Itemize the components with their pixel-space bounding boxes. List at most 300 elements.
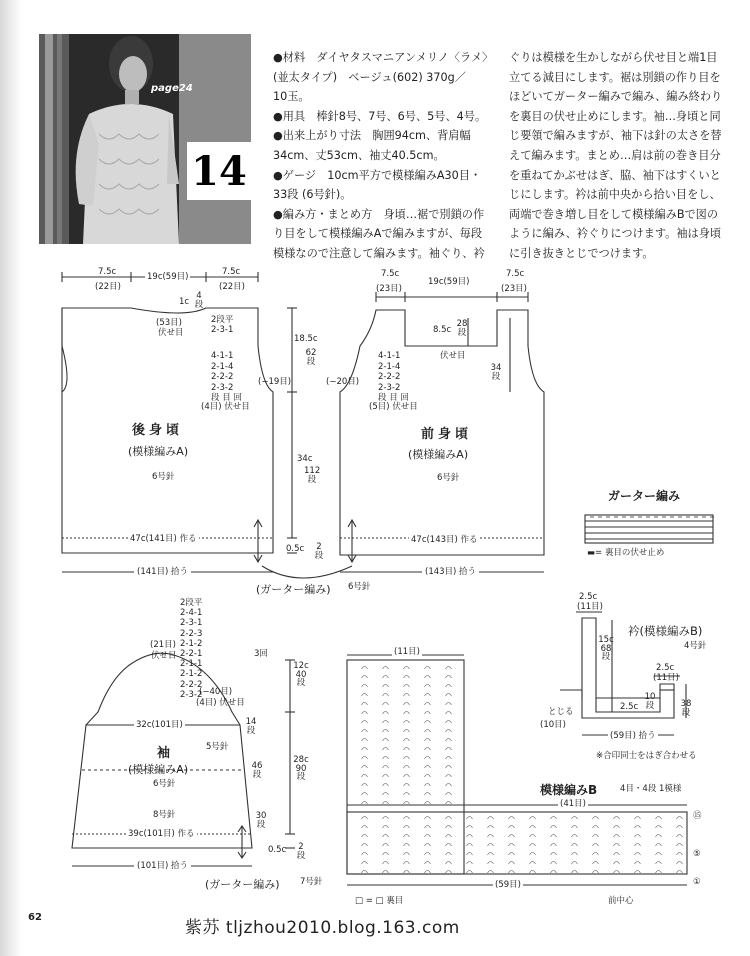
chart-b-stitch-mark: [362, 835, 368, 838]
chart-b-stitch-mark: [488, 817, 494, 820]
chart-b-stitch-mark: [425, 694, 431, 697]
sleeve-garter-needle: 7号針: [300, 877, 323, 887]
chart-b-stitch-mark: [635, 835, 641, 838]
chart-b-stitch-mark: [488, 862, 494, 865]
back-top-right-width: 7.5c: [222, 267, 241, 277]
chart-b-stitch-mark: [677, 826, 683, 829]
chart-b-stitch-mark: [362, 748, 368, 751]
front-right-rows: 34 段: [490, 363, 502, 382]
chart-b-stitch-mark: [509, 853, 515, 856]
instruction-line: 模様なので注意して編みます。袖ぐり、衿: [273, 246, 485, 260]
chart-b-stitch-mark: [362, 730, 368, 733]
instruction-line: えて編みます。まとめ…肩は前の巻き目分: [509, 148, 721, 162]
chart-b-row-5: ⑤: [693, 849, 701, 859]
collar-needle: 4号針: [684, 641, 707, 651]
chart-b-stitch-mark: [362, 802, 368, 805]
chart-b-stitch-mark: [404, 712, 410, 715]
sleeve-minus40: (−40目): [199, 687, 233, 697]
chart-b-stitch-mark: [530, 862, 536, 865]
sleeve-title: 袖: [157, 746, 171, 761]
decrease-step: 2-2-2: [180, 679, 203, 690]
chart-b-stitch-mark: [446, 871, 452, 874]
chart-b-stitch-mark: [362, 694, 368, 697]
chart-b-stitch-mark: [362, 703, 368, 706]
decrease-step: 2-3-1: [180, 618, 203, 629]
chart-b-stitch-mark: [446, 775, 452, 778]
decrease-step: 段 目 回: [378, 393, 409, 403]
front-top-right-width: 7.5c: [506, 269, 525, 279]
chart-b-stitch-mark: [446, 835, 452, 838]
chart-b-stitch-mark: [404, 730, 410, 733]
chart-b-stitch-mark: [383, 712, 389, 715]
chart-b-stitch-mark: [677, 862, 683, 865]
chart-b-stitch-mark: [446, 712, 452, 715]
chart-b-title: 模様編みB: [540, 783, 598, 797]
back-armhole-decreases: [211, 351, 242, 404]
chart-b-stitch-mark: [383, 694, 389, 697]
chart-b-stitch-mark: [551, 826, 557, 829]
instruction-line: り目をして模様編みAで編みますが、毎段: [273, 227, 483, 241]
sleeve-needle-6: 6号針: [153, 779, 176, 789]
chart-b-stitch-mark: [383, 871, 389, 874]
chart-b-legend: □ = □ 裏目: [355, 896, 404, 906]
chart-b-stitch-mark: [572, 844, 578, 847]
sleeve-pick-up: (101目) 拾う: [134, 862, 191, 871]
chart-b-stitch-mark: [425, 712, 431, 715]
chart-b-stitch-mark: [404, 766, 410, 769]
chart-b-stitch-mark: [446, 721, 452, 724]
collar-inner-width: 2.5c: [620, 702, 639, 712]
chart-b-stitch-mark: [404, 871, 410, 874]
chart-b-stitch-mark: [404, 853, 410, 856]
chart-b-stitch-mark: [467, 817, 473, 820]
front-top-right-sts: (23目): [501, 284, 527, 294]
sleeve-side-rows-3: 30 段: [255, 811, 267, 830]
decrease-step: 2-1-1: [180, 659, 203, 670]
chart-b-stitch-mark: [656, 871, 662, 874]
chart-b-stitch-mark: [551, 844, 557, 847]
sleeve-top-bind: 伏せ目: [151, 651, 177, 661]
collar-pick-up: (59目) 拾う: [610, 731, 656, 741]
back-neck-dec-2: 2-3-1: [211, 325, 234, 335]
chart-b-stitch-mark: [404, 721, 410, 724]
chart-b-stitch-mark: [593, 817, 599, 820]
collar-right-sts: (11目): [653, 673, 679, 683]
hem-rows: 2 段: [314, 542, 324, 561]
chart-b-stitch-mark: [425, 721, 431, 724]
chart-b-stitch-mark: [383, 721, 389, 724]
chart-b-stitch-mark: [383, 739, 389, 742]
chart-b-stitch-mark: [383, 802, 389, 805]
chart-b-stitch-mark: [467, 871, 473, 874]
chart-b-stitch-mark: [383, 748, 389, 751]
chart-b-stitch-mark: [530, 853, 536, 856]
chart-b-stitch-mark: [593, 871, 599, 874]
chart-b-stitch-mark: [509, 835, 515, 838]
chart-b-stitch-mark: [530, 817, 536, 820]
decrease-step: 2段平: [180, 598, 203, 608]
chart-b-stitch-mark: [488, 835, 494, 838]
back-top-right-sts: (22目): [219, 282, 245, 292]
chart-b-stitch-mark: [425, 766, 431, 769]
chart-b-stitch-mark: [677, 844, 683, 847]
sleeve-width: 32c(101目): [136, 720, 183, 730]
chart-b-stitch-mark: [446, 730, 452, 733]
chart-b-stitch-mark: [446, 676, 452, 679]
chart-b-stitch-mark: [593, 862, 599, 865]
decrease-step: 2-1-4: [211, 361, 234, 372]
chart-b-stitch-mark: [404, 667, 410, 670]
instruction-line: ぐりは模様を生かしながら伏せ目と端1目: [509, 51, 718, 64]
chart-b-stitch-mark: [614, 871, 620, 874]
chart-b-stitch-mark: [446, 703, 452, 706]
chart-b-stitch-mark: [383, 853, 389, 856]
page-number: 62: [28, 912, 42, 923]
chart-b-stitch-mark: [656, 853, 662, 856]
bind-off-symbol-icon: ▬: [587, 548, 596, 558]
decrease-step: 2-3-2: [378, 382, 401, 393]
sleeve-inc-needle: 5号針: [206, 742, 229, 752]
chart-b-stitch-mark: [404, 775, 410, 778]
front-neck-rows: 28 段: [456, 319, 468, 338]
chart-b-stitch-mark: [593, 853, 599, 856]
chart-b-stitch-mark: [551, 862, 557, 865]
chart-b-stitch-mark: [446, 793, 452, 796]
chart-b-stitch-mark: [467, 844, 473, 847]
collar-inner-rows: 10 段: [644, 692, 656, 711]
chart-b-stitch-mark: [425, 871, 431, 874]
chart-b-stitch-mark: [404, 802, 410, 805]
front-arm-minus: (−20目): [326, 377, 360, 387]
chart-b-stitch-mark: [362, 853, 368, 856]
chart-b-stitch-mark: [446, 862, 452, 865]
sleeve-body-height: 28c 90 段: [293, 755, 309, 782]
chart-b-stitch-mark: [446, 844, 452, 847]
front-pattern: (模様編みA): [408, 448, 469, 461]
chart-b-stitch-mark: [551, 871, 557, 874]
watermark: 紫苏 tljzhou2010.blog.163.com: [185, 918, 460, 938]
chart-b-stitch-mark: [614, 853, 620, 856]
chart-b-stitch-mark: [551, 835, 557, 838]
chart-b-stitch-mark: [656, 835, 662, 838]
chart-b-stitch-mark: [593, 826, 599, 829]
instruction-line: ●材料 ダイヤタスマニアンメリノ〈ラメ〉: [273, 51, 494, 64]
chart-b-stitch-mark: [404, 676, 410, 679]
decrease-step: 4-1-1: [211, 351, 234, 361]
instruction-line: 両端で巻き増し目をして模様編みBで図の: [509, 207, 719, 221]
chart-b-stitch-mark: [614, 826, 620, 829]
chart-b-stitch-mark: [425, 703, 431, 706]
chart-b-stitch-mark: [425, 757, 431, 760]
collar-right-width: 2.5c: [656, 663, 675, 673]
chart-b-stitch-mark: [446, 826, 452, 829]
chart-b-stitch-mark: [383, 826, 389, 829]
chart-b-stitch-mark: [656, 862, 662, 865]
chart-b-stitch-mark: [446, 748, 452, 751]
garter-needle: 6号針: [348, 582, 371, 592]
instruction-line: ●ゲージ 10cm平方で模様編みA30目・: [273, 168, 482, 182]
chart-b-stitch-mark: [425, 685, 431, 688]
back-neck-rows: 4 段: [194, 291, 204, 310]
decrease-step: 2-2-2: [211, 372, 234, 382]
instruction-line: じにします。衿は前中央から拾い目をし、: [509, 188, 721, 202]
chart-b-stitch-mark: [362, 775, 368, 778]
instruction-line: 10玉。: [273, 90, 310, 104]
decrease-step: 2-1-4: [378, 361, 401, 372]
chart-b-stitch-mark: [425, 802, 431, 805]
chart-b-stitch-mark: [362, 721, 368, 724]
chart-b-stitch-mark: [383, 685, 389, 688]
chart-b-stitch-mark: [677, 835, 683, 838]
collar-title: 衿(模様編みB): [628, 624, 703, 638]
chart-b-stitch-mark: [404, 793, 410, 796]
decrease-step: 段 目 回: [211, 393, 242, 403]
chart-b-stitch-mark: [530, 844, 536, 847]
chart-b-stitch-mark: [614, 844, 620, 847]
chart-b-stitch-mark: [362, 844, 368, 847]
back-top-left-width: 7.5c: [98, 267, 117, 277]
chart-b-stitch-mark: [425, 784, 431, 787]
chart-b-stitch-mark: [404, 748, 410, 751]
armhole-height: 18.5c: [294, 334, 318, 344]
chart-b-stitch-mark: [635, 844, 641, 847]
chart-b-stitch-mark: [677, 871, 683, 874]
chart-b-stitch-mark: [362, 862, 368, 865]
chart-b-stitch-mark: [509, 871, 515, 874]
sleeve-hem-height: 0.5c: [268, 845, 287, 855]
chart-b-stitch-mark: [362, 793, 368, 796]
chart-b-stitch-mark: [362, 871, 368, 874]
collar-side: 15c 68 段: [598, 635, 614, 662]
back-arm-bind: (4目) 伏せ目: [201, 402, 250, 412]
chart-b-stitch-mark: [614, 817, 620, 820]
chart-b-stitch-mark: [362, 766, 368, 769]
chart-b-center: 前中心: [608, 896, 634, 906]
chart-b-stitch-mark: [551, 853, 557, 856]
page-reference: page24: [151, 83, 193, 94]
sleeve-pattern: (模様編みA): [128, 763, 189, 776]
chart-b-stitch-mark: [446, 757, 452, 760]
instruction-line: ように編み、衿ぐりにつけます。袖は身頃: [509, 227, 722, 241]
back-arm-minus: (−19目): [258, 377, 292, 387]
instruction-line: を裏目の伏せ止めにします。袖…身頃と同: [509, 109, 721, 123]
armhole-rows: 62 段: [305, 348, 317, 367]
instruction-line: 34cm、丈53cm、袖丈40.5cm。: [273, 148, 445, 162]
chart-b-stitch-mark: [425, 739, 431, 742]
chart-b-stitch-mark: [446, 667, 452, 670]
back-top-middle: 19c(59目): [147, 272, 189, 282]
chart-b-stitch-mark: [383, 862, 389, 865]
chart-b-stitch-mark: [446, 694, 452, 697]
back-neck-depth: 1c: [179, 297, 190, 307]
sleeve-bind4: (4目) 伏せ目: [196, 698, 245, 708]
chart-b-stitch-mark: [404, 703, 410, 706]
chart-b-stitch-mark: [614, 862, 620, 865]
chart-b-stitch-mark: [425, 826, 431, 829]
chart-b-stitch-mark: [383, 730, 389, 733]
front-top-left-width: 7.5c: [381, 269, 400, 279]
chart-b-stitch-mark: [467, 835, 473, 838]
hem-height: 0.5c: [286, 544, 305, 554]
decrease-step: 2-2-3: [180, 628, 203, 639]
chart-b-stitch-mark: [425, 667, 431, 670]
back-top-left-sts: (22目): [95, 282, 121, 292]
back-pick-up: (141目) 拾う: [134, 568, 191, 577]
chart-b-stitch-mark: [572, 853, 578, 856]
chart-b-stitch-mark: [572, 862, 578, 865]
front-title: 前身頃: [421, 427, 473, 442]
chart-b-stitch-mark: [656, 817, 662, 820]
instruction-line: 33段 (6号針)。: [273, 188, 352, 202]
chart-b-stitch-mark: [488, 826, 494, 829]
collar-end-rows: 38 段: [680, 699, 692, 718]
chart-b-stitch-mark: [656, 844, 662, 847]
decrease-step: 2-3-2: [180, 689, 203, 700]
chart-b-stitch-mark: [446, 739, 452, 742]
chart-b-stitch-mark: [383, 703, 389, 706]
chart-b-stitch-mark: [425, 817, 431, 820]
sleeve-times: 3回: [254, 649, 268, 659]
instruction-line: ●用具 棒針8号、7号、6号、5号、4号。: [273, 109, 487, 123]
chart-b-stitch-mark: [593, 844, 599, 847]
instruction-line: 立てる減目にします。裾は別鎖の作り目を: [509, 70, 721, 84]
chart-b-stitch-mark: [446, 685, 452, 688]
garter-label: (ガーター編み): [256, 583, 331, 596]
sleeve-garter: (ガーター編み): [205, 878, 280, 891]
chart-b-stitch-mark: [404, 757, 410, 760]
chart-b-stitch-mark: [551, 817, 557, 820]
chart-b-stitch-mark: [383, 835, 389, 838]
chart-b-row-1: ①: [693, 877, 701, 887]
chart-b-stitch-mark: [425, 853, 431, 856]
garter-legend-title: ガーター編み: [608, 489, 681, 503]
chart-b-stitch-mark: [383, 844, 389, 847]
instruction-line: に引き抜きとじでつけます。: [509, 246, 654, 260]
chart-b-stitch-mark: [593, 835, 599, 838]
chart-b-stitch-mark: [509, 826, 515, 829]
decrease-step: 2-1-2: [180, 638, 203, 649]
sleeve-cap-decreases: [180, 598, 202, 700]
chart-b-mid-sts: (41目): [560, 799, 586, 809]
chart-b-stitch-mark: [404, 784, 410, 787]
collar-top-sts: (11目): [577, 602, 603, 612]
decrease-step: 4-1-1: [378, 351, 401, 361]
chart-b-top-sts: (11目): [394, 647, 420, 657]
chart-b-stitch-mark: [404, 817, 410, 820]
chart-b-bottom-sts: (59目): [495, 880, 521, 890]
chart-b-stitch-mark: [383, 766, 389, 769]
chart-b-stitch-mark: [530, 871, 536, 874]
chart-b-stitch-mark: [425, 844, 431, 847]
front-pick-up: (143目) 拾う: [422, 568, 479, 577]
decrease-step: 2-2-2: [378, 372, 401, 382]
back-neck-bind-sts: (53目): [156, 318, 182, 328]
decrease-step: 2-4-1: [180, 608, 203, 619]
decrease-step: 2-3-2: [211, 382, 234, 393]
back-title: 後身頃: [132, 423, 184, 438]
body-rows: 112 段: [304, 466, 321, 485]
back-neck-bind-label: 伏せ目: [158, 328, 184, 338]
chart-b-stitch-mark: [572, 817, 578, 820]
chart-b-stitch-mark: [635, 817, 641, 820]
collar-left-sts: (10目): [540, 720, 566, 730]
sleeve-side-rows-1: 14 段: [245, 717, 257, 736]
chart-b-stitch-mark: [446, 853, 452, 856]
chart-b-stitch-mark: [635, 826, 641, 829]
chart-b-stitch-mark: [404, 685, 410, 688]
chart-b-stitch-mark: [362, 739, 368, 742]
collar-close: とじる: [548, 707, 574, 717]
chart-b-stitch-mark: [446, 784, 452, 787]
front-neck-bind: 伏せ目: [440, 351, 466, 361]
collar-note: ※合印同士をはぎ合わせる: [596, 751, 697, 761]
chart-b-stitch-mark: [635, 871, 641, 874]
chart-b-stitch-mark: [404, 844, 410, 847]
chart-b-stitch-mark: [467, 862, 473, 865]
chart-b-stitch-mark: [572, 871, 578, 874]
chart-b-stitch-mark: [425, 748, 431, 751]
chart-b-stitch-mark: [404, 694, 410, 697]
chart-b-stitch-mark: [362, 685, 368, 688]
chart-b-stitch-mark: [614, 835, 620, 838]
chart-b-stitch-mark: [467, 826, 473, 829]
front-arm-bind: (5目) 伏せ目: [369, 402, 418, 412]
pattern-number: 14: [187, 142, 251, 200]
instruction-line: ●出来上がり寸法 胸囲94cm、背肩幅: [273, 129, 471, 143]
chart-b-stitch-mark: [425, 793, 431, 796]
chart-b-stitch-mark: [383, 784, 389, 787]
chart-b-stitch-mark: [656, 826, 662, 829]
chart-b-stitch-mark: [488, 871, 494, 874]
chart-b-stitch-mark: [362, 667, 368, 670]
chart-b-stitch-mark: [425, 676, 431, 679]
chart-b-stitch-mark: [509, 844, 515, 847]
chart-b-stitch-mark: [383, 676, 389, 679]
sleeve-needle-8: 8号針: [153, 810, 176, 820]
chart-b-stitch-mark: [404, 739, 410, 742]
chart-b-stitch-mark: [425, 775, 431, 778]
collar-top-width: 2.5c: [579, 592, 598, 602]
sleeve-top-sts: (21目): [150, 640, 176, 650]
front-cast-on: 47c(143目) 作る: [411, 535, 478, 545]
sleeve-hem-rows: 2 段: [296, 842, 306, 861]
chart-b-stitch-mark: [488, 853, 494, 856]
chart-b-stitch-mark: [509, 862, 515, 865]
front-top-middle: 19c(59目): [428, 277, 470, 287]
back-needle: 6号針: [152, 472, 175, 482]
decrease-step: 2-1-2: [180, 669, 203, 680]
instruction-line: を重ねてかぶせはぎ、脇、袖下はすくいと: [509, 168, 721, 182]
sleeve-side-rows-2: 46 段: [251, 761, 263, 780]
chart-b-stitch-mark: [425, 862, 431, 865]
instruction-line: (並太タイプ) ベージュ(602) 370g／: [273, 70, 466, 84]
chart-b-stitch-mark: [446, 766, 452, 769]
chart-b-stitch-mark: [572, 835, 578, 838]
chart-b-stitch-mark: [572, 826, 578, 829]
garter-legend-note: ▬= 裏目の伏せ止め: [587, 548, 665, 558]
front-neck-height: 8.5c: [433, 325, 452, 335]
front-armhole-decreases: [378, 351, 409, 404]
chart-b-stitch-mark: [383, 775, 389, 778]
chart-b-stitch-mark: [635, 853, 641, 856]
chart-b-stitch-mark: [677, 853, 683, 856]
body-height: 34c: [297, 454, 313, 464]
chart-b-stitch-mark: [404, 826, 410, 829]
back-neck-dec-1: 2段平: [211, 315, 234, 325]
sleeve-cap-height: 12c 40 段: [293, 661, 309, 688]
chart-b-stitch-mark: [362, 826, 368, 829]
chart-b-stitch-mark: [446, 802, 452, 805]
